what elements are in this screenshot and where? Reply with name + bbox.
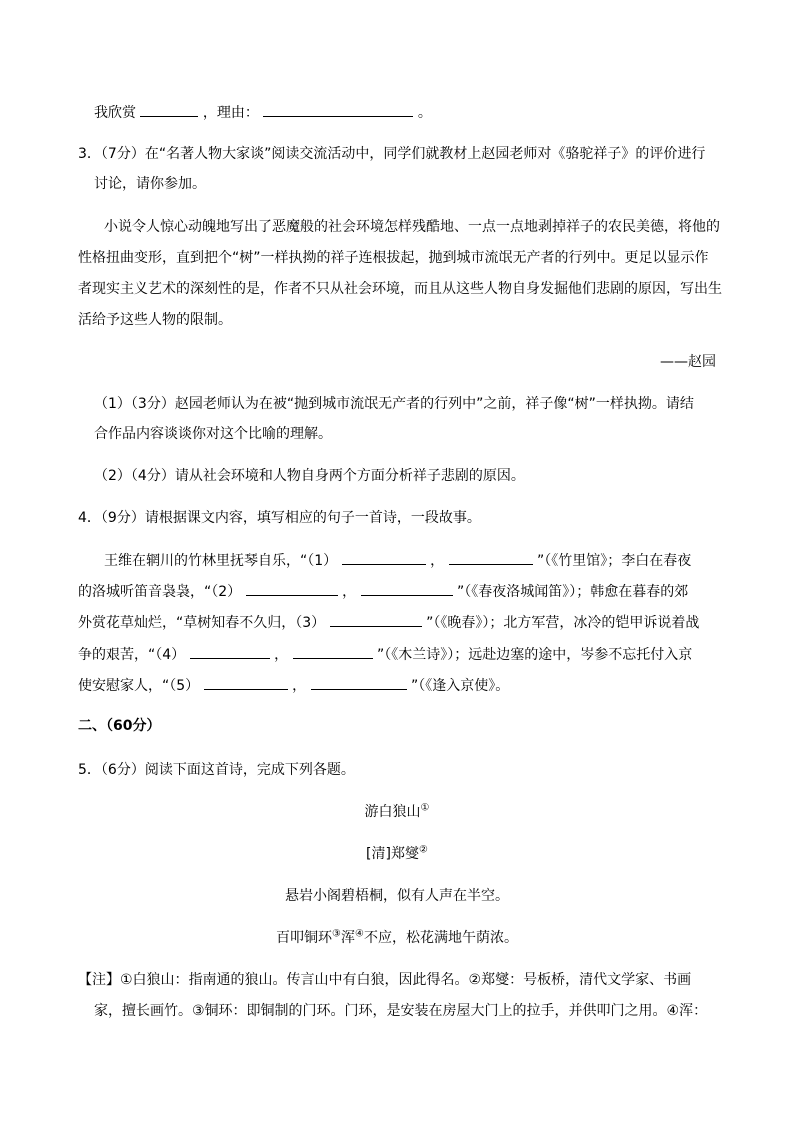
q4-blank-2b[interactable] <box>361 581 453 596</box>
q2-reason-blank[interactable] <box>263 102 413 117</box>
q4-l1-text-a: 王维在辋川的竹林里抚琴自乐，“（1） <box>104 553 338 569</box>
q4-blank-4b[interactable] <box>293 644 373 659</box>
q3-sub1-line2: 合作品内容谈谈你对这个比喻的理解。 <box>94 426 332 442</box>
verse2-part-c: 不应，松花满地午荫浓。 <box>363 930 518 946</box>
verse2-part-b: 浑 <box>341 930 355 946</box>
q4-blank-5b[interactable] <box>311 675 407 690</box>
section-heading: 二、（60分） <box>78 718 161 734</box>
q3-stem-line2: 讨论，请你参加。 <box>94 176 206 192</box>
q3-quote-line1: 小说令人惊心动魄地写出了恶魔般的社会环境怎样残酷地、一点一点地剥掉祥子的农民美德，将他的 <box>104 219 720 235</box>
verse2-note-3: ③ <box>332 928 341 940</box>
q4-l1-text-b: ， <box>430 553 445 569</box>
q4-l2-text-b: ， <box>342 584 357 600</box>
poem-verse-2 <box>0 928 794 948</box>
q4-blank-1b[interactable] <box>449 550 533 565</box>
q4-line3 <box>78 612 699 633</box>
poem-title-text: 游白狼山 <box>364 804 421 820</box>
q3-sub1-line1: （1）（3分）赵园老师认为在被“抛到城市流氓无产者的行列中”之前，祥子像“树”一样执拗。请结 <box>94 396 694 412</box>
q4-l1-text-c: ”（《竹里馆》；李白在春夜 <box>536 553 692 569</box>
poem-notes-line1: 【注】①白狼山：指南通的狼山。传言山中有白狼，因此得名。②郑燮：号板桥，清代文学家、书画 <box>78 972 692 988</box>
q4-l4-text-a: 争的艰苦，“（4） <box>78 647 186 663</box>
q3-stem-line1: 3．（7分）在“名著人物大家谈”阅读交流活动中，同学们就教材上赵园老师对《骆驼祥子》的评价进行 <box>78 146 706 162</box>
q3-quote-line4: 活给予这些人物的限制。 <box>78 312 232 328</box>
poem-notes-line2: 家，擅长画竹。③铜环：即铜制的门环。门环，是安装在房屋大门上的拉手，并供叩门之用。④浑： <box>94 1003 708 1019</box>
q4-l4-text-b: ， <box>274 647 289 663</box>
poem-title-note: ① <box>420 802 430 814</box>
q2-appreciate-blank[interactable] <box>140 102 198 117</box>
poem-author <box>0 844 794 864</box>
q4-line1 <box>104 550 691 571</box>
poem-verse-1: 悬岩小阁碧梧桐，似有人声在半空。 <box>285 888 509 904</box>
q4-blank-5a[interactable] <box>204 675 288 690</box>
q4-blank-1a[interactable] <box>342 550 426 565</box>
q2-reason-label: ，理由： <box>202 105 259 121</box>
q4-l5-text-b: ， <box>292 678 307 694</box>
q4-l3-text-a: 外赏花草灿烂，“草树知春不久归，（3） <box>78 615 326 631</box>
q2-end: 。 <box>417 105 432 121</box>
q4-l4-text-c: ”（《木兰诗》）；远赴边塞的途中，岑参不忘托付入京 <box>376 647 693 663</box>
verse2-part-a: 百叩铜环 <box>276 930 333 946</box>
q3-sub2: （2）（4分）请从社会环境和人物自身两个方面分析祥子悲剧的原因。 <box>94 468 525 484</box>
q4-blank-4a[interactable] <box>190 644 270 659</box>
q4-l5-text-a: 使安慰家人，“（5） <box>78 678 200 694</box>
q4-line2 <box>78 581 688 602</box>
q2-prefix: 我欣赏 <box>94 105 136 121</box>
q3-attribution: ——赵园 <box>660 354 716 370</box>
poem-title <box>0 802 794 822</box>
q4-line5 <box>78 675 509 696</box>
q4-l3-text-b: ”（《晚春》）；北方军营，冰冷的铠甲诉说着战 <box>426 615 700 631</box>
q4-l2-text-c: ”（《春夜洛城闻笛》）；韩愈在暮春的郊 <box>456 584 689 600</box>
poem-author-text: [清]郑燮 <box>366 846 419 862</box>
q4-line4 <box>78 644 692 665</box>
q3-quote-line2: 性格扭曲变形，直到把个“树”一样执拗的祥子连根拔起，抛到城市流氓无产者的行列中。更足以显示作 <box>78 250 709 266</box>
q3-quote-line3: 者现实主义艺术的深刻性的是，作者不只从社会环境，而且从这些人物自身发掘他们悲剧的原因，写出生 <box>78 281 722 297</box>
q4-l2-text-a: 的洛城听笛音袅袅，“（2） <box>78 584 242 600</box>
q5-stem: 5．（6分）阅读下面这首诗，完成下列各题。 <box>78 762 355 778</box>
q4-blank-2a[interactable] <box>246 581 338 596</box>
q2-answer-line <box>94 102 432 123</box>
verse2-note-4: ④ <box>355 928 364 940</box>
q4-stem: 4．（9分）请根据课文内容，填写相应的句子一首诗，一段故事。 <box>78 510 481 526</box>
q4-l5-text-c: ”（《逢入京使》。 <box>410 678 510 694</box>
poem-author-note: ② <box>418 844 428 856</box>
q4-blank-3[interactable] <box>330 612 422 627</box>
